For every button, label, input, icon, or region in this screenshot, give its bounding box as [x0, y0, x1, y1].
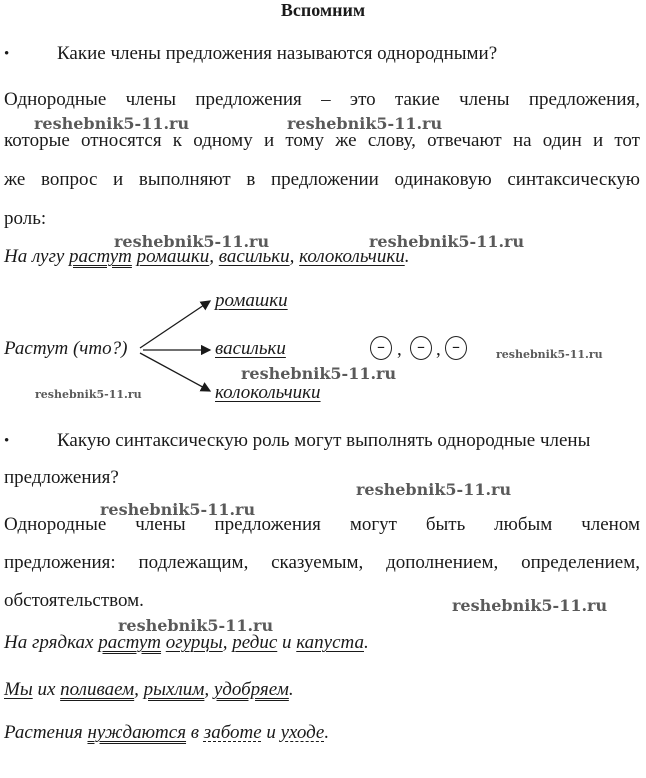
watermark: reshebnik5-11.ru: [35, 388, 142, 401]
scheme-arrow: [140, 301, 210, 348]
example-4-conjunction: и: [266, 722, 276, 743]
example-1-predicate: растут: [69, 246, 132, 267]
watermark: reshebnik5-11.ru: [241, 364, 397, 383]
example-1-subject: ромашки: [136, 246, 210, 267]
watermark: reshebnik5-11.ru: [114, 232, 270, 251]
example-2-subject: огурцы: [165, 632, 223, 653]
scheme-arrow: [140, 353, 210, 391]
example-2-conjunction: и: [282, 632, 292, 653]
example-sentence-2: [4, 632, 369, 654]
watermark: reshebnik5-11.ru: [287, 114, 443, 133]
example-1-subject: колокольчики: [299, 246, 405, 267]
scheme-branch-2: васильки: [215, 338, 286, 359]
example-4-object: заботе: [203, 722, 262, 743]
watermark: reshebnik5-11.ru: [356, 480, 512, 499]
answer-2-line-3: обстоятельством.: [4, 590, 144, 611]
watermark: reshebnik5-11.ru: [369, 232, 525, 251]
example-3-word: их: [37, 679, 56, 700]
watermark: reshebnik5-11.ru: [118, 616, 274, 635]
example-2-comma: ,: [222, 632, 228, 653]
circle-minus-icon: –: [410, 336, 432, 360]
answer-2-line-2: предложения: подлежащим, сказуемым, дополнением, определением,: [4, 552, 640, 573]
example-2-period: .: [364, 632, 369, 653]
example-2-subject: капуста: [296, 632, 364, 653]
question-2-line-2: предложения?: [4, 467, 119, 488]
example-4-period: .: [324, 722, 330, 743]
answer-1-line-1: Однородные члены предложения – это такие члены предложения,: [4, 89, 640, 110]
example-3-predicate: поливаем: [60, 679, 135, 700]
example-4-object: уходе: [280, 722, 325, 743]
example-4-preposition: в: [190, 722, 200, 743]
question-2-line-1: Какую синтаксическую роль могут выполнять однородные члены: [57, 430, 591, 451]
bullet-icon: •: [4, 46, 10, 62]
example-3-predicate: удобряем: [213, 679, 289, 700]
example-3-period: .: [288, 679, 294, 700]
example-2-word: На грядках: [4, 632, 94, 653]
example-3-predicate: рыхлим: [143, 679, 205, 700]
circle-minus-icon: –: [445, 336, 467, 360]
watermark: reshebnik5-11.ru: [452, 596, 608, 615]
example-3-comma: ,: [204, 679, 210, 700]
example-1-comma: ,: [289, 246, 295, 267]
example-1-comma: ,: [209, 246, 215, 267]
watermark: reshebnik5-11.ru: [100, 500, 256, 519]
example-1-subject: васильки: [218, 246, 290, 267]
answer-1-line-3: же вопрос и выполняют в предложении одинаковую синтаксическую: [4, 169, 640, 190]
scheme-comma: ,: [436, 339, 441, 360]
example-4-predicate: нуждаются: [87, 722, 187, 743]
example-3-comma: ,: [134, 679, 139, 700]
circle-minus-icon: –: [370, 336, 392, 360]
example-2-subject: редис: [232, 632, 278, 653]
scheme-branch-3: колокольчики: [215, 382, 321, 403]
page-title: Вспомним: [280, 0, 366, 20]
question-1: Какие члены предложения называются однородными?: [57, 43, 498, 64]
example-1-word: На лугу: [4, 246, 65, 267]
answer-2-line-1: Однородные члены предложения могут быть любым членом: [4, 514, 640, 535]
scheme-branch-1: ромашки: [215, 290, 288, 311]
scheme-comma: ,: [397, 339, 402, 360]
example-2-predicate: растут: [98, 632, 162, 653]
scheme-root: Растут (что?): [4, 338, 128, 359]
example-4-word: Растения: [4, 722, 83, 743]
watermark: reshebnik5-11.ru: [496, 348, 603, 361]
answer-1-line-2: которые относятся к одному и тому же слову, отвечают на один и тот: [4, 130, 640, 151]
watermark: reshebnik5-11.ru: [34, 114, 190, 133]
example-sentence-4: [4, 722, 329, 744]
example-3-subject: Мы: [4, 679, 33, 700]
answer-1-line-4: роль:: [4, 208, 47, 229]
example-1-period: .: [404, 246, 410, 267]
example-sentence-3: [4, 679, 294, 701]
bullet-icon: •: [4, 433, 10, 449]
